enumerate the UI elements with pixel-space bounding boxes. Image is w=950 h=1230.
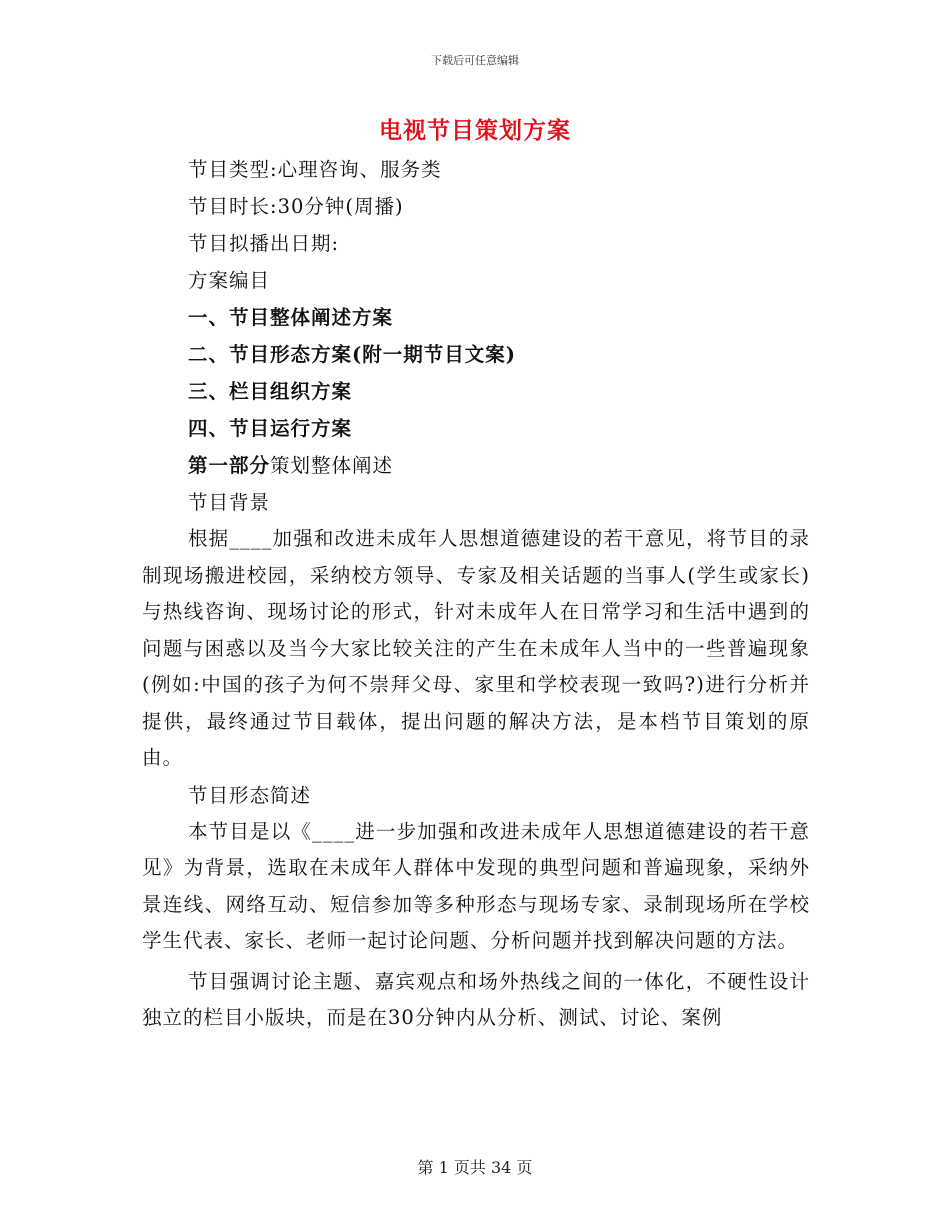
- form-paragraph-2: 节目强调讨论主题、嘉宾观点和场外热线之间的一体化，不硬性设计独立的栏目小版块，而是在30分钟内从分析、测试、讨论、案例: [142, 969, 810, 1029]
- toc-item-1: 一、节目整体阐述方案: [188, 306, 394, 329]
- meta-program-duration: 节目时长:30分钟(周播): [188, 195, 404, 218]
- part1-title: 策划整体阐述: [270, 454, 394, 477]
- background-heading: 节目背景: [188, 491, 271, 514]
- part1-label: 第一部分: [188, 454, 271, 477]
- form-heading: 节目形态简述: [188, 783, 312, 807]
- part1-heading: [142, 447, 810, 484]
- meta-program-type: 节目类型:心理咨询、服务类: [188, 158, 442, 181]
- toc-item-3: 三、栏目组织方案: [188, 380, 353, 403]
- document-title: 电视节目策划方案: [379, 117, 571, 144]
- page-footer-number: 第 1 页共 34 页: [417, 1158, 533, 1177]
- document-body: [142, 151, 810, 1037]
- meta-air-date: 节目拟播出日期:: [188, 232, 340, 255]
- page-header-note: 下载后可任意编辑: [431, 54, 519, 67]
- toc-item-2: 二、节目形态方案(附一期节目文案): [188, 343, 516, 366]
- toc-item-4: 四、节目运行方案: [188, 417, 353, 440]
- background-paragraph: 根据____加强和改进未成年人思想道德建设的若干意见，将节目的录制现场搬进校园，采纳校方领导、专家及相关话题的当事人(学生或家长)与热线咨询、现场讨论的形式，针对未成年人在日常学习和生活中遇到的问题与困惑以及当今大家比较关注的产生在未成年人当中的一些普遍现象(例如:中国的孩子为何不崇拜父母、家里和学校表现一致吗?)进行分析并提供，最终通过节目载体，提出问题的解决方法，是本档节目策划的原由。: [142, 527, 810, 769]
- meta-plan-catalog: 方案编目: [188, 269, 271, 292]
- form-paragraph-1: 本节目是以《____进一步加强和改进未成年人思想道德建设的若干意见》为背景，选取在未成年人群体中发现的典型问题和普遍现象，采纳外景连线、网络互动、短信参加等多种形态与现场专家、录制现场所在学校学生代表、家长、老师一起讨论问题、分析问题并找到解决问题的方法。: [142, 819, 810, 952]
